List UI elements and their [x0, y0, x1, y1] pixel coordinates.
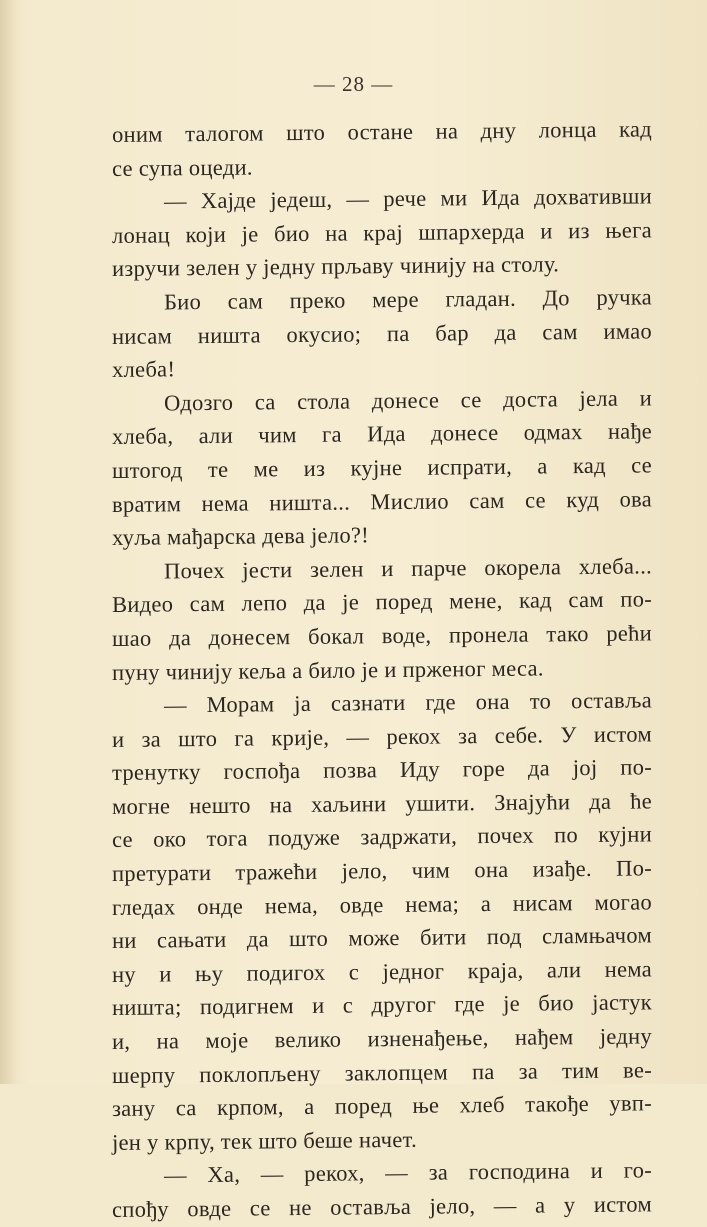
text-line: хуља мађарска дева јело?!	[111, 522, 370, 551]
text-line: нисам ништа окусио; па бар да сам имао	[111, 317, 653, 349]
text-line: ништа; подигнем и с другог где је био јастук	[111, 989, 653, 1021]
text-line: ни сањати да што може бити под сламњачом	[111, 922, 653, 954]
text-line: гледах онде нема, овде нема; а нисам могао	[111, 889, 653, 920]
text-line: вратим нема ништа... Мислио сам се куд ова	[111, 485, 653, 517]
text-line: Одозго са стола донесе се доста јела и	[163, 385, 653, 416]
text-line: зану са крпом, а поред ње хлеб такође увп-	[111, 1090, 653, 1122]
text-line: штогод те ме из кујне испрати, а кад се	[111, 452, 653, 483]
text-line: тренутку госпођа позва Иду горе да јој по-	[111, 754, 653, 786]
text-line: претурати тражећи јело, чим она изађе. По-	[111, 855, 653, 887]
text-line: изручи зелен у једну прљаву чинију на столу.	[111, 251, 560, 282]
text-line: шерпу поклопљену заклопцем па за тим ве-	[111, 1056, 653, 1088]
text-line: лонац који је био на крај шпархерда и из њега	[111, 217, 653, 248]
text-line: хлеба, али чим га Ида донесе одмах нађе	[111, 418, 653, 450]
page-number: — 28 —	[313, 72, 394, 96]
text-line: пуну чинију кеља а било је и прженог меса.	[111, 654, 544, 685]
text-line: спођу овде се не оставља јело, — а у истом	[111, 1191, 653, 1222]
text-line: — Хајде једеш, — рече ми Ида дохвативши	[163, 183, 653, 214]
text-line: могне нешто на хаљини ушити. Знајући да ће	[111, 788, 653, 819]
text-line: шао да донесем бокал воде, пронела тако рећи	[111, 620, 653, 651]
text-line: Видео сам лепо да је поред мене, кад сам по-	[111, 586, 653, 618]
text-line: ну и њу подигох с једног краја, али нема	[111, 956, 653, 987]
text-line: Био сам преко мере гладан. До ручка	[163, 284, 653, 315]
text-line: јен у крпу, тек што беше начет.	[111, 1126, 418, 1155]
text-line: и за што га крије, — рекох за себе. У истом	[111, 721, 653, 752]
text-line: — Ха, — рекох, — за господина и го-	[163, 1157, 653, 1188]
page-spine-shadow	[0, 0, 16, 1084]
text-line: Почех јести зелен и парче окорела хлеба...	[163, 553, 653, 584]
text-line: се супа оцеди.	[111, 154, 253, 181]
text-line: оним талогом што остане на дну лонца кад	[111, 116, 653, 147]
text-line: — Морам ја сазнати где она то оставља	[163, 687, 653, 718]
text-line: и, на моје велико изненађење, нађем једну	[111, 1023, 653, 1055]
text-line: хлеба!	[111, 356, 176, 383]
body-text	[112, 118, 652, 1227]
text-line: се око тога подуже задржати, почех по кујни	[111, 821, 653, 853]
